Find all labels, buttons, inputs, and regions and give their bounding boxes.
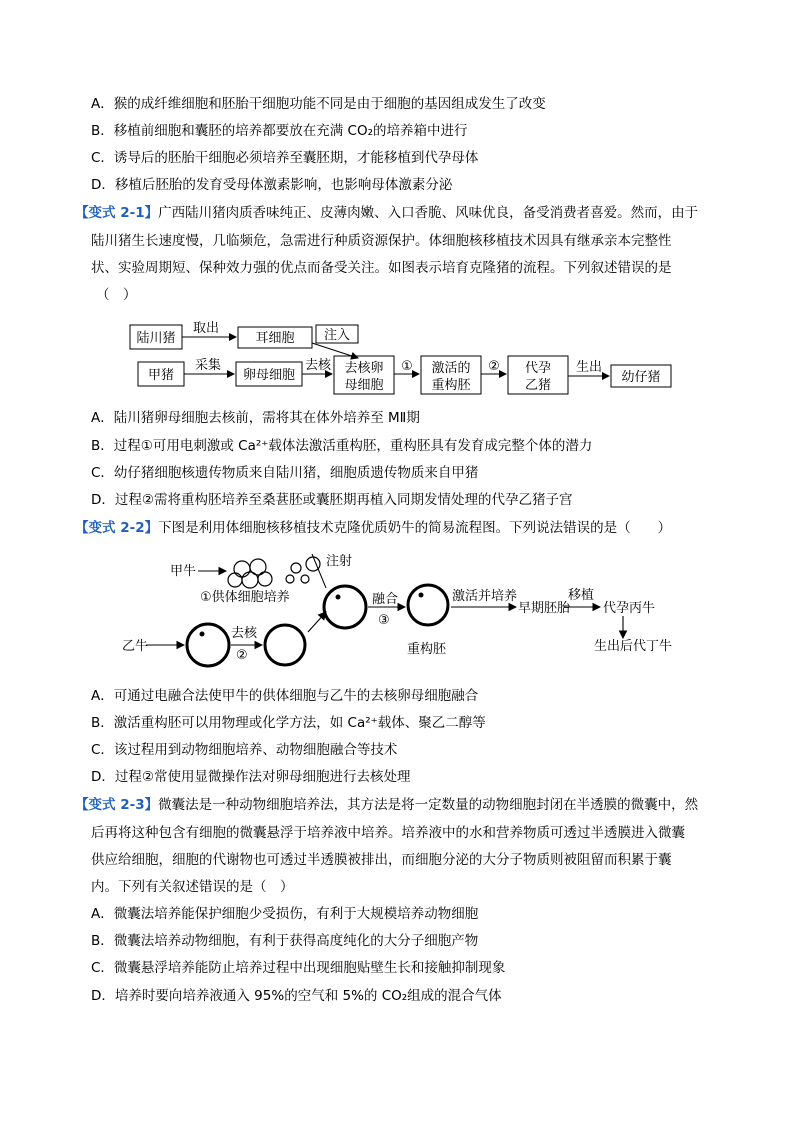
q21-stem-line2: 陆川猪生长速度慢，几临频危，急需进行种质资源保护。体细胞核移植技术因具有继承亲本完整性 xyxy=(91,233,672,249)
q23-option-b: B．微囊法培养动物细胞，有利于获得高度纯化的大分子细胞产物 xyxy=(91,933,479,949)
q1-option-b: B．移植前细胞和囊胚的培养都要放在充满 CO₂的培养箱中进行 xyxy=(91,123,468,139)
label-lc-pig: 陆川猪 xyxy=(136,331,176,346)
label-activated-1: 激活的 xyxy=(431,361,471,376)
q23-option-d: D．培养时要向培养液通入 95%的空气和 5%的 CO₂组成的混合气体 xyxy=(91,988,502,1004)
label-inject: 注入 xyxy=(323,328,351,343)
q21-option-d: D．过程②需将重构胚培养至桑葚胚或囊胚期再植入同期发情处理的代孕乙猪子宫 xyxy=(91,492,573,508)
label-collect: 采集 xyxy=(194,358,222,373)
label-step3: ③ xyxy=(378,613,390,628)
q21-stem-line4: （ ） xyxy=(96,287,137,303)
label-enuc-egg-2: 母细胞 xyxy=(344,378,384,393)
q21-option-a: A．陆川猪卵母细胞去核前，需将其在体外培养至 MⅡ期 xyxy=(91,410,420,426)
q22-option-b: B．激活重构胚可以用物理或化学方法，如 Ca²⁺载体、聚乙二醇等 xyxy=(91,715,486,731)
label-take: 取出 xyxy=(192,321,220,336)
label-inject: 注射 xyxy=(326,554,353,569)
q23-tag: 【变式 2-3】 xyxy=(75,797,159,813)
q1-option-a: A．猴的成纤维细胞和胚胎干细胞功能不同是由于细胞的基因组成发生了改变 xyxy=(91,96,546,112)
label-step1: ① xyxy=(401,359,413,374)
label-enuc-egg-1: 去核卵 xyxy=(344,361,384,376)
label-activate: 激活并培养 xyxy=(452,589,518,604)
label-transplant: 移植 xyxy=(568,588,595,603)
q23-stem-line1: 【变式 2-3】微囊法是一种动物细胞培养法，其方法是将一定数量的动物细胞封闭在半透膜的微囊中，然 xyxy=(75,797,699,813)
q21-stem-line1: 【变式 2-1】广西陆川猪肉质香味纯正、皮薄肉嫩、入口香脆、风味优良，备受消费者喜爱。然而，由于 xyxy=(75,205,699,221)
label-step2: ② xyxy=(236,648,248,663)
q22-option-d: D．过程②常使用显微操作法对卵母细胞进行去核处理 xyxy=(91,769,411,785)
q22-flow-diagram xyxy=(118,550,678,680)
label-piglet: 幼仔猪 xyxy=(621,370,661,385)
q22-option-c: C．该过程用到动物细胞培养、动物细胞融合等技术 xyxy=(91,742,398,758)
label-ear-cell: 耳细胞 xyxy=(255,331,295,346)
label-surrogate-2: 乙猪 xyxy=(524,378,552,393)
fused-cell xyxy=(324,586,366,628)
q23-stem-line4: 内。下列有关叙述错误的是（ ） xyxy=(91,879,294,895)
label-surrogate-1: 代孕 xyxy=(524,361,552,376)
label-fusion: 融合 xyxy=(372,592,399,607)
label-yi-cow: 乙牛 xyxy=(122,639,149,654)
label-birth: 生出 xyxy=(575,360,603,375)
label-enucleate: 去核 xyxy=(304,358,332,373)
q21-stem-line3: 状、实验周期短、保种效力强的优点而备受关注。如图表示培育克隆猪的流程。下列叙述错误的是 xyxy=(91,260,672,276)
q22-stem: 【变式 2-2】下图是利用体细胞核移植技术克隆优质奶牛的简易流程图。下列说法错误的是（ ） xyxy=(75,520,672,536)
label-step2: ② xyxy=(488,359,500,374)
label-early-embryo: 早期胚胎 xyxy=(518,601,571,616)
label-donor-culture: ①供体细胞培养 xyxy=(200,590,290,605)
label-jia-cow: 甲牛 xyxy=(170,564,197,579)
q21-tag: 【变式 2-1】 xyxy=(75,205,159,221)
label-reconstructed: 重构胚 xyxy=(407,642,447,657)
q22-tag: 【变式 2-2】 xyxy=(75,520,159,536)
label-surrogate: 代孕丙牛 xyxy=(603,601,656,616)
q23-stem-line2: 后再将这种包含有细胞的微囊悬浮于培养液中培养。培养液中的水和营养物质可透过半透膜进入微囊 xyxy=(91,825,685,841)
q23-option-a: A．微囊法培养能保护细胞少受损伤，有利于大规模培养动物细胞 xyxy=(91,906,479,922)
label-offspring: 生出后代丁牛 xyxy=(594,639,673,654)
label-activated-2: 重构胚 xyxy=(431,378,471,393)
q21-flow-diagram xyxy=(128,318,688,398)
q22-option-a: A．可通过电融合法使甲牛的供体细胞与乙牛的去核卵母细胞融合 xyxy=(91,688,479,704)
donor-cells xyxy=(228,559,272,588)
reconstructed-embryo xyxy=(408,585,448,625)
q23-stem-line3: 供应给细胞，细胞的代谢物也可透过半透膜被排出，而细胞分泌的大分子物质则被阻留而积累于囊 xyxy=(91,852,672,868)
q21-option-b: B．过程①可用电刺激或 Ca²⁺载体法激活重构胚，重构胚具有发育成完整个体的潜力 xyxy=(91,438,593,454)
free-donor-cells xyxy=(286,563,309,583)
q23-option-c: C．微囊悬浮培养能防止培养过程中出现细胞贴壁生长和接触抑制现象 xyxy=(91,960,506,976)
label-egg-cell: 卵母细胞 xyxy=(242,368,296,383)
egg-cell-enucleated xyxy=(265,625,305,665)
q1-option-d: D．移植后胚胎的发育受母体激素影响，也影响母体激素分泌 xyxy=(91,177,453,193)
egg-cell-yi xyxy=(187,624,229,666)
label-jia-pig: 甲猪 xyxy=(147,368,175,383)
q21-option-c: C．幼仔猪细胞核遗传物质来自陆川猪，细胞质遗传物质来自甲猪 xyxy=(91,465,479,481)
q1-option-c: C．诱导后的胚胎干细胞必须培养至囊胚期，才能移植到代孕母体 xyxy=(91,150,479,166)
label-enucleate: 去核 xyxy=(231,626,258,641)
